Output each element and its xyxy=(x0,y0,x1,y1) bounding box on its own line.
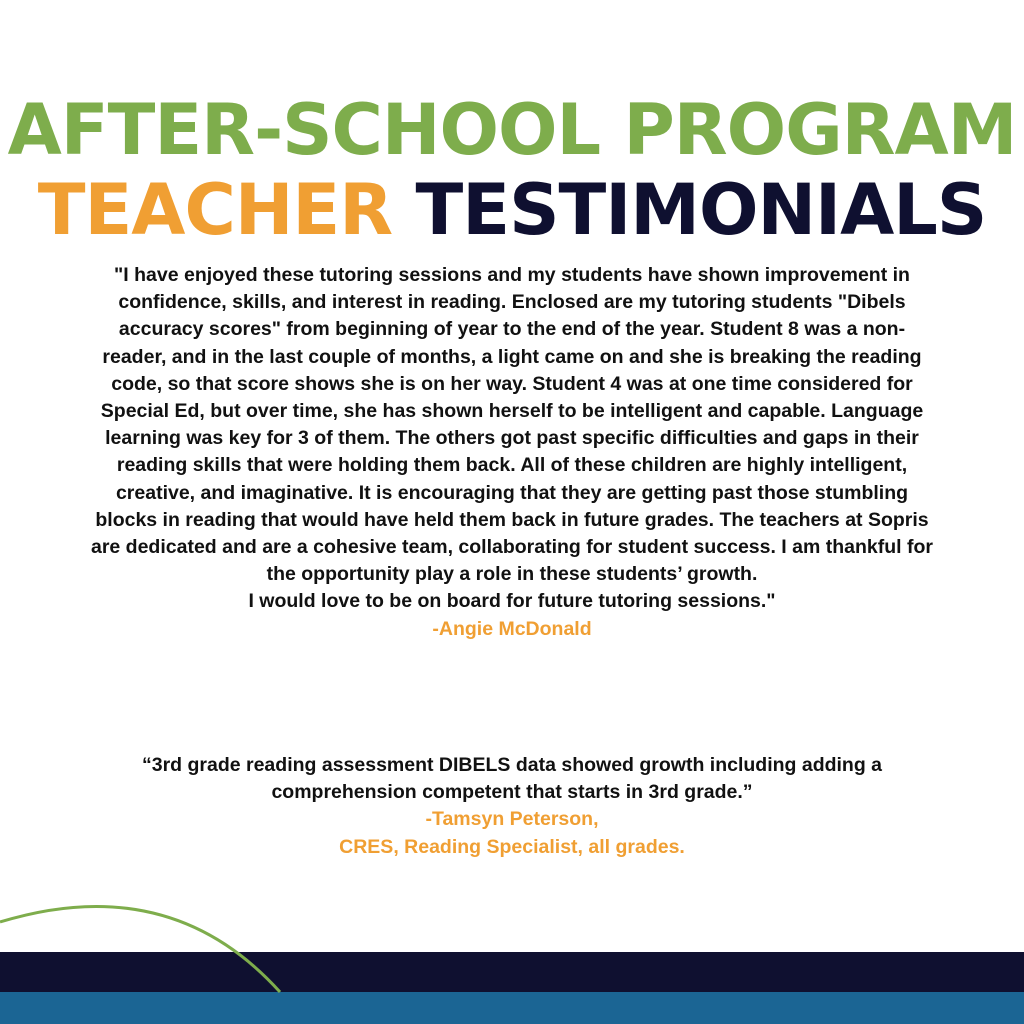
title-line-2 xyxy=(0,168,1024,252)
testimonial-2-author-role: CRES, Reading Specialist, all grades. xyxy=(339,835,685,858)
title-testimonials-word: TESTIMONIALS xyxy=(415,169,987,251)
testimonial-1-quote-closing: I would love to be on board for future tutoring sessions." xyxy=(248,590,776,613)
testimonial-1-quote: "I have enjoyed these tutoring sessions and my students have shown improvement in confidence, skills, and interest in reading. Enclosed are my tutoring students "Dibels accuracy scores" from beginning of year to the end of the year. Student 8 was a non- reader, and in the last couple of months, a light came on and she is breaking the reading code, so that score shows she is on her way. Student 4 was at one time considered for Special Ed, but over time, she has shown herself to be intelligent and capable. Language learning was key for 3 of them. The others got past specific difficulties and gaps in their reading skills that were holding them back. All of these children are highly intelligent, creative, and imaginative. It is encouraging that they are getting past those stumbling blocks in reading that would have held them back in future grades. The teachers at Sopris are dedicated and are a cohesive team, collaborating for student success. I am thankful for the opportunity play a role in these students’ growth. xyxy=(90,264,933,586)
title-line-1: AFTER-SCHOOL PROGRAM xyxy=(7,89,1017,171)
decorative-arc-path xyxy=(0,906,280,992)
testimonial-1 xyxy=(90,262,934,643)
testimonial-2-author: -Tamsyn Peterson, xyxy=(425,808,599,831)
decorative-green-arc xyxy=(0,890,300,1000)
testimonial-2 xyxy=(90,752,934,861)
testimonial-1-author: -Angie McDonald xyxy=(432,617,592,640)
testimonial-2-quote: “3rd grade reading assessment DIBELS data showed growth including adding a comprehension competent that starts in 3rd grade.” xyxy=(141,754,883,804)
title-teacher-word: TEACHER xyxy=(37,169,393,251)
